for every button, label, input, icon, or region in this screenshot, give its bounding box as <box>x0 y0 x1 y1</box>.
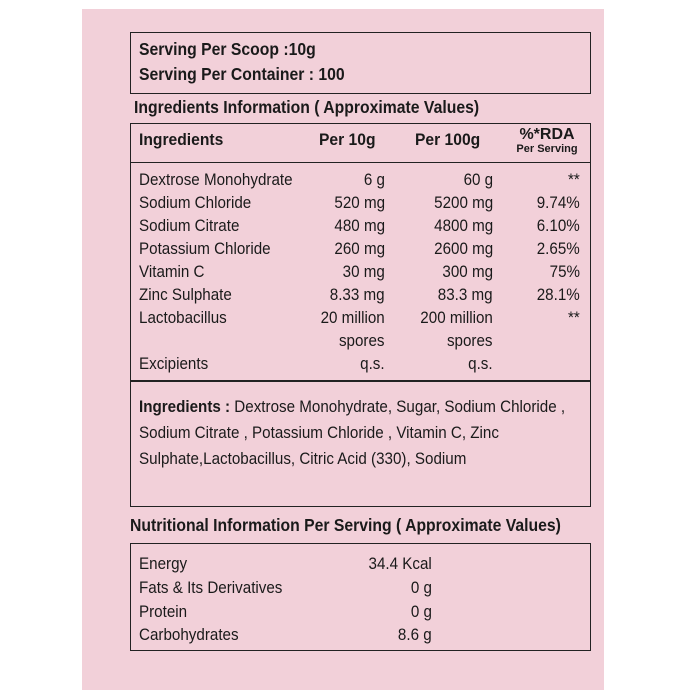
ingredient-per10: 20 million <box>320 309 385 327</box>
ingredient-per100: q.s. <box>468 355 493 373</box>
table-row <box>131 217 590 240</box>
ingredient-per100: 4800 mg <box>433 217 493 235</box>
header-rda-label: %*RDA <box>519 126 575 143</box>
ingredient-rda: 9.74% <box>536 194 580 212</box>
serving-box <box>130 32 591 94</box>
ingredient-name: Lactobacillus <box>139 309 227 327</box>
ingredient-name: Potassium Chloride <box>139 240 271 258</box>
table-row <box>131 355 590 378</box>
table-row <box>131 309 590 332</box>
ingredient-per10: 8.33 mg <box>330 286 385 304</box>
ingredients-label: Ingredients : <box>139 398 231 416</box>
ingredient-per100: 60 g <box>463 171 493 189</box>
ingredients-text-box <box>130 381 591 507</box>
ingredient-per100: spores <box>447 332 493 350</box>
header-per-100g: Per 100g <box>415 130 481 149</box>
nutrient-value: 8.6 g <box>398 626 432 644</box>
ingredient-per100: 5200 mg <box>433 194 493 212</box>
label-panel <box>82 9 604 690</box>
ingredient-per100: 83.3 mg <box>438 286 493 304</box>
ingredient-per100: 300 mg <box>442 263 493 281</box>
ingredient-rda: ** <box>568 309 580 327</box>
header-rda-sub: Per Serving <box>516 143 578 155</box>
ingredient-rda: 28.1% <box>536 286 580 304</box>
table-row <box>131 240 590 263</box>
header-ingredients: Ingredients <box>139 130 224 149</box>
ingredient-rda: ** <box>568 171 580 189</box>
nutrient-name: Protein <box>139 603 188 621</box>
ingredient-name: Zinc Sulphate <box>139 286 232 304</box>
table-row <box>131 286 590 309</box>
ingredient-per10: 520 mg <box>334 194 385 212</box>
table-row <box>131 332 590 355</box>
ingredients-list: Dextrose Monohydrate, Sugar, Sodium Chloride , Sodium Citrate , Potassium Chloride , Vitamin C, Zinc Sulphate,Lactobacillus, Citric Acid (330), Sodium <box>139 398 566 468</box>
ingredients-paragraph <box>139 394 571 472</box>
nutrient-name: Fats & Its Derivatives <box>139 579 283 597</box>
serving-per-scoop: Serving Per Scoop :10g <box>139 39 316 59</box>
nutrition-row <box>131 579 590 602</box>
nutrient-name: Carbohydrates <box>139 626 239 644</box>
ingredient-name: Excipients <box>139 355 209 373</box>
nutrition-row <box>131 626 590 649</box>
ingredients-info-heading: Ingredients Information ( Approximate Values) <box>134 97 480 117</box>
ingredient-per10: q.s. <box>360 355 385 373</box>
nutrient-value: 0 g <box>410 603 432 621</box>
ingredient-per100: 200 million <box>420 309 493 327</box>
header-rda <box>511 127 583 155</box>
table-row <box>131 263 590 286</box>
ingredient-name: Vitamin C <box>139 263 205 281</box>
nutrient-value: 0 g <box>410 579 432 597</box>
ingredient-rda: 2.65% <box>536 240 580 258</box>
ingredient-per100: 2600 mg <box>433 240 493 258</box>
table-row <box>131 194 590 217</box>
nutrition-row <box>131 603 590 626</box>
ingredient-per10: 480 mg <box>334 217 385 235</box>
ingredient-per10: spores <box>339 332 385 350</box>
ingredients-table <box>130 123 591 381</box>
ingredient-name: Sodium Chloride <box>139 194 252 212</box>
ingredient-per10: 30 mg <box>342 263 385 281</box>
nutrient-name: Energy <box>139 555 188 573</box>
nutrient-value: 34.4 Kcal <box>368 555 432 573</box>
ingredient-rda: 6.10% <box>536 217 580 235</box>
ingredient-name: Dextrose Monohydrate <box>139 171 293 189</box>
nutrition-heading: Nutritional Information Per Serving ( Approximate Values) <box>130 515 561 535</box>
serving-per-container: Serving Per Container : 100 <box>139 64 345 84</box>
header-divider <box>131 162 590 163</box>
ingredient-name: Sodium Citrate <box>139 217 240 235</box>
ingredient-rda: 75% <box>549 263 580 281</box>
nutrition-row <box>131 555 590 578</box>
table-row <box>131 171 590 194</box>
nutrition-table <box>130 543 591 651</box>
ingredient-per10: 260 mg <box>334 240 385 258</box>
ingredient-per10: 6 g <box>363 171 385 189</box>
header-per-10g: Per 10g <box>319 130 376 149</box>
